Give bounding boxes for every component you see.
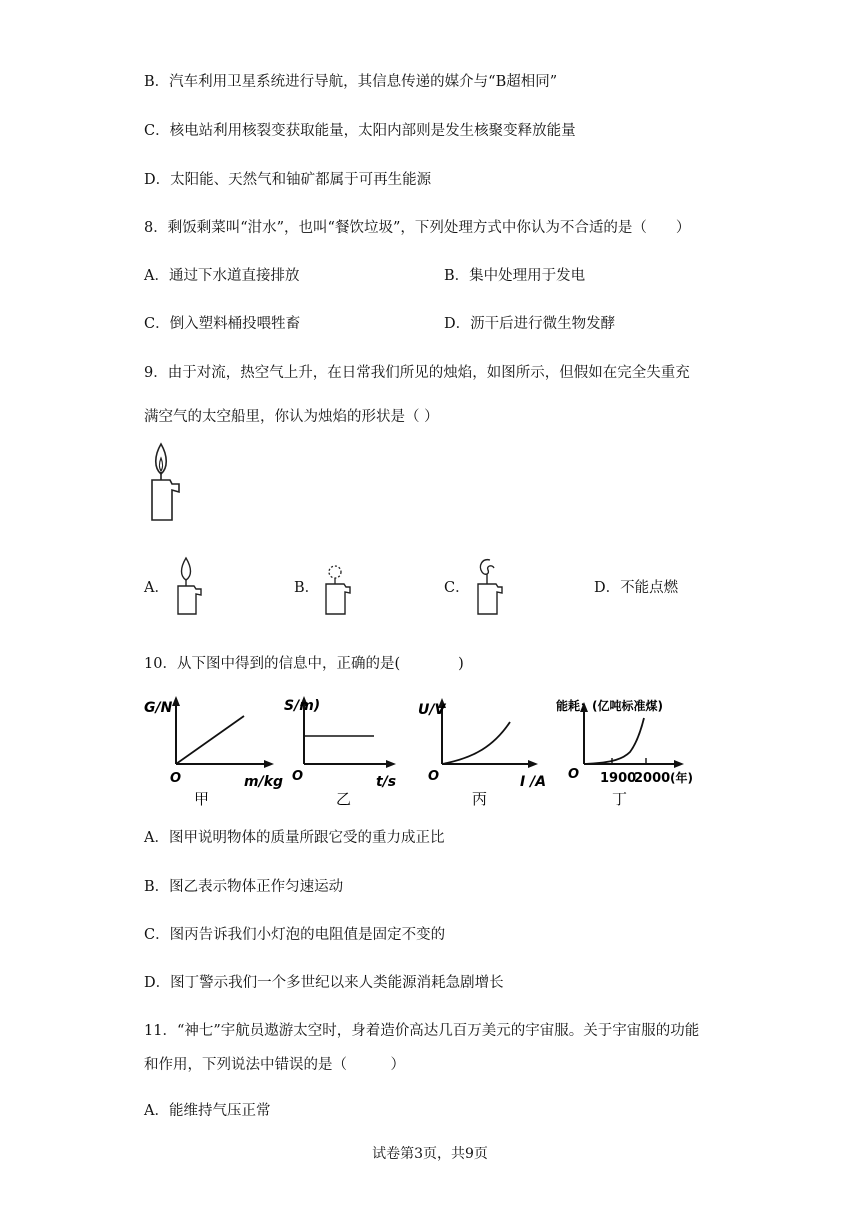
graph-jia-ylabel: G/N	[144, 700, 173, 716]
graph-yi-ylabel: S/m)	[284, 698, 321, 714]
graph-bing	[414, 692, 554, 810]
q10-option-c: C．图丙告诉我们小灯泡的电阻值是固定不变的	[144, 927, 446, 943]
q11-stem-line1: 11．“神七”宇航员遨游太空时，身着造价高达几百万美元的宇宙服。关于宇宙服的功能	[144, 1023, 700, 1039]
graph-bing-caption: 丙	[472, 790, 488, 808]
candle-option-c-icon	[472, 556, 506, 616]
q7-option-b: B．汽车利用卫星系统进行导航，其信息传递的媒介与“B超相同”	[144, 74, 558, 90]
graph-jia-caption: 甲	[194, 790, 210, 808]
graph-ding-ylabel: 能耗：(亿吨标准煤)	[556, 699, 663, 713]
q9-stem-line2: 满空气的太空船里，你认为烛焰的形状是（ ）	[144, 409, 439, 425]
q10-option-b: B．图乙表示物体正作匀速运动	[144, 879, 344, 895]
graph-yi-caption: 乙	[336, 790, 352, 808]
graph-ding	[554, 692, 714, 810]
graph-yi	[282, 692, 412, 810]
graph-ding-caption: 丁	[612, 790, 628, 808]
q10-option-d: D．图丁警示我们一个多世纪以来人类能源消耗急剧增长	[144, 975, 504, 991]
q9-option-c-label: C．	[444, 580, 470, 596]
q8-option-a: A．通过下水道直接排放	[144, 268, 300, 284]
q9-option-d: D．不能点燃	[594, 580, 679, 596]
q11-option-a: A．能维持气压正常	[144, 1103, 271, 1119]
candle-option-b-icon	[320, 560, 354, 616]
graph-jia-origin: O	[170, 771, 182, 786]
graph-yi-origin: O	[292, 769, 304, 784]
q10-stem: 10．从下图中得到的信息中，正确的是( )	[144, 656, 464, 672]
graph-yi-xlabel: t/s	[376, 774, 397, 790]
graph-jia	[140, 692, 285, 810]
candle-reference-figure	[144, 440, 188, 522]
graph-ding-xlabel: (年)	[670, 771, 693, 785]
q8-stem: 8．剩饭剩菜叫“泔水”，也叫“餐饮垃圾”，下列处理方式中你认为不合适的是（ ）	[144, 220, 691, 236]
q11-stem-line2: 和作用，下列说法中错误的是（ ）	[144, 1057, 405, 1073]
graph-ding-origin: O	[568, 767, 580, 782]
q7-option-c: C．核电站利用核裂变获取能量，太阳内部则是发生核聚变释放能量	[144, 123, 576, 139]
graph-bing-origin: O	[428, 769, 440, 784]
graph-bing-xlabel: I /A	[520, 774, 547, 790]
candle-option-a-icon	[172, 556, 206, 616]
q7-option-d: D．太阳能、天然气和铀矿都属于可再生能源	[144, 172, 432, 188]
q8-option-b: B．集中处理用于发电	[444, 268, 586, 284]
q9-stem-line1: 9．由于对流，热空气上升，在日常我们所见的烛焰，如图所示，但假如在完全失重充	[144, 365, 690, 381]
graph-ding-tick-2000: 2000	[634, 771, 671, 786]
graph-jia-xlabel: m/kg	[244, 774, 284, 790]
q9-option-b-label: B．	[294, 580, 320, 596]
graph-bing-ylabel: U/V	[418, 702, 446, 718]
q8-option-d: D．沥干后进行微生物发酵	[444, 316, 616, 332]
graph-ding-tick-1900: 1900	[600, 771, 637, 786]
q10-option-a: A．图甲说明物体的质量所跟它受的重力成正比	[144, 830, 445, 846]
q9-option-a-label: A．	[144, 580, 169, 596]
q8-option-c: C．倒入塑料桶投喂牲畜	[144, 316, 301, 332]
page-footer: 试卷第3页，共9页	[372, 1146, 488, 1162]
